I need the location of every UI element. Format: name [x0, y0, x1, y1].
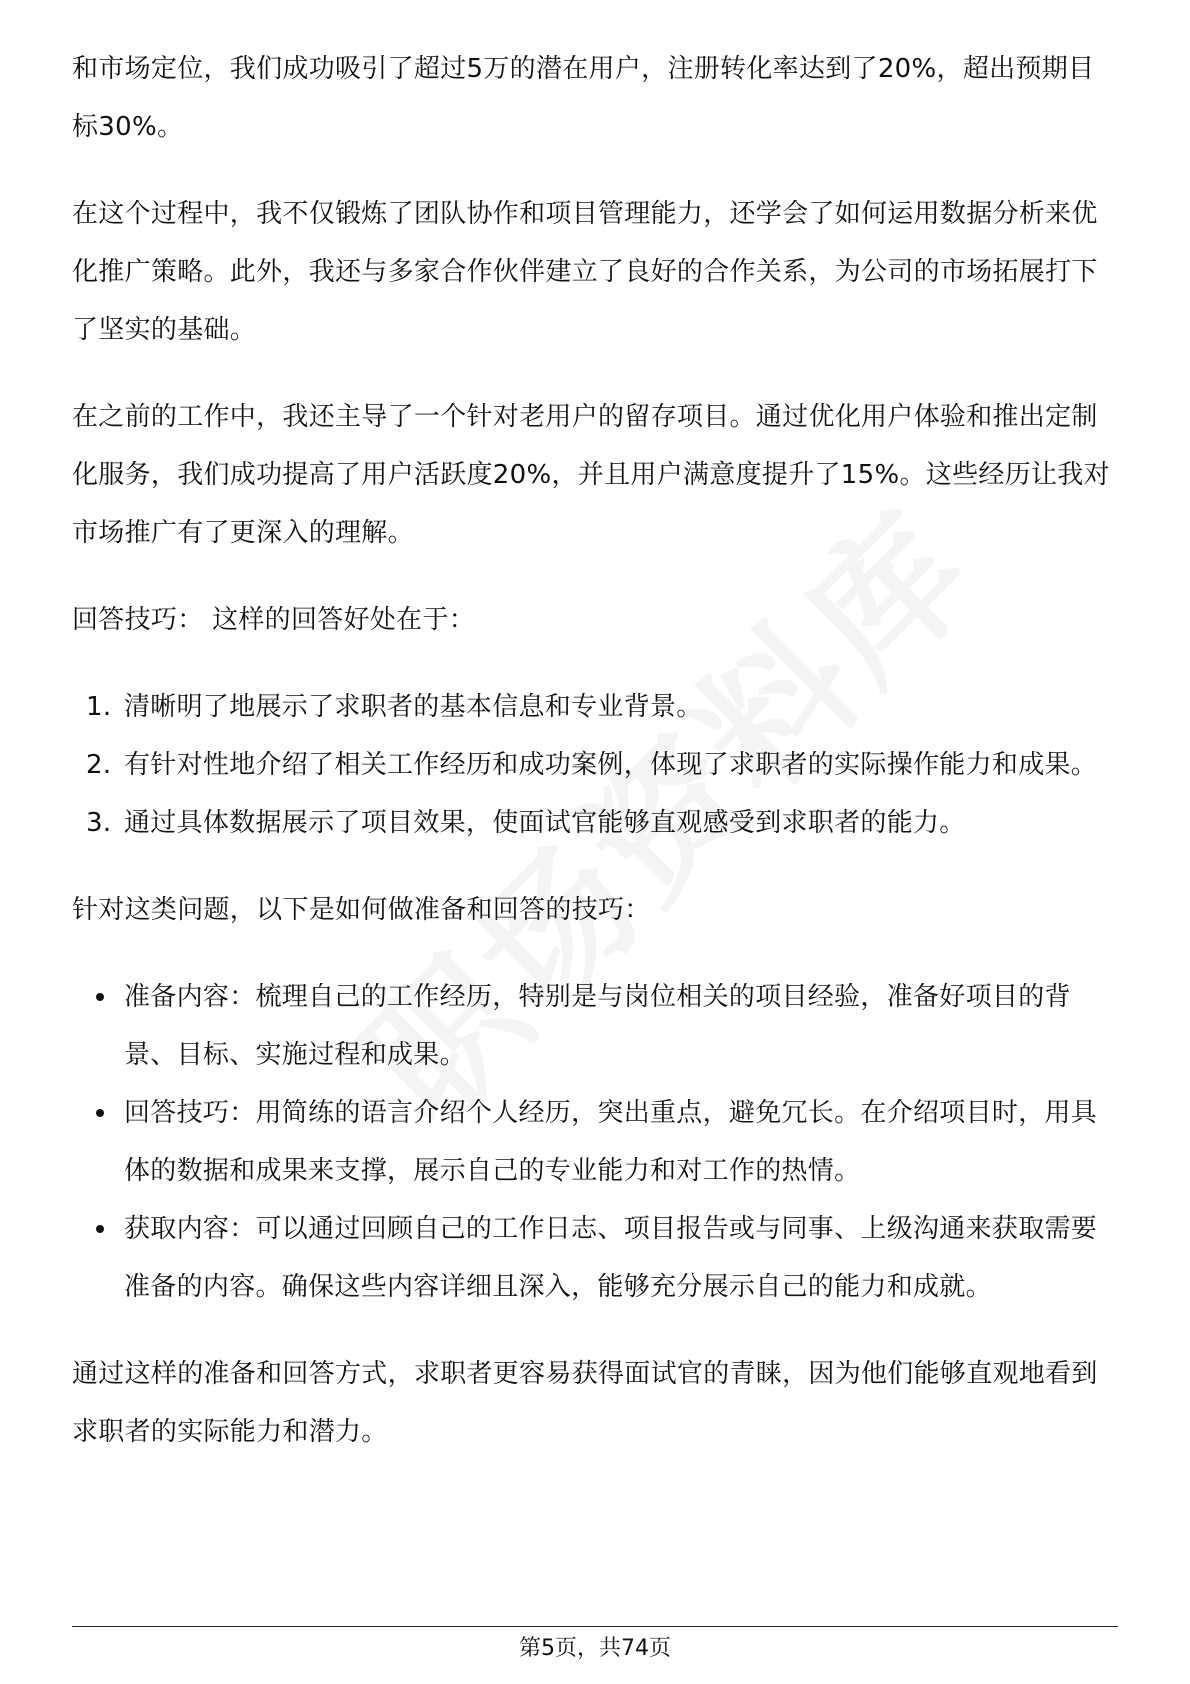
list-item	[72, 678, 1112, 736]
paragraph-answer-tips-heading: 回答技巧： 这样的回答好处在于：	[72, 605, 476, 635]
paragraph-closing: 通过这样的准备和回答方式，求职者更容易获得面试官的青睐，因为他们能够直观地看到求职者的实际能力和潜力。	[72, 1359, 1098, 1447]
list-item-text: 清晰明了地展示了求职者的基本信息和专业背景。	[124, 692, 703, 722]
page-content	[72, 40, 1112, 1490]
list-number: 1.	[86, 692, 112, 722]
paragraph-tips-intro: 针对这类问题，以下是如何做准备和回答的技巧：	[72, 895, 651, 925]
list-item	[72, 736, 1112, 794]
bullet-icon	[96, 1109, 104, 1117]
numbered-list	[72, 678, 1112, 852]
page-number-label: 第5页，共74页	[519, 1636, 671, 1661]
paragraph-result-summary: 和市场定位，我们成功吸引了超过5万的潜在用户，注册转化率达到了20%，超出预期目标30%。	[72, 54, 1095, 142]
list-item	[72, 968, 1112, 1084]
list-number: 3.	[86, 808, 112, 838]
bullet-icon	[96, 1225, 104, 1233]
list-item-text: 获取内容：可以通过回顾自己的工作日志、项目报告或与同事、上级沟通来获取需要准备的内容。确保这些内容详细且深入，能够充分展示自己的能力和成就。	[124, 1214, 1098, 1302]
list-item	[72, 794, 1112, 852]
bullet-list	[72, 968, 1112, 1316]
list-item-text: 回答技巧：用简练的语言介绍个人经历，突出重点，避免冗长。在介绍项目时，用具体的数据和成果来支撑，展示自己的专业能力和对工作的热情。	[124, 1098, 1098, 1186]
list-item-text: 准备内容：梳理自己的工作经历，特别是与岗位相关的项目经验，准备好项目的背景、目标、实施过程和成果。	[124, 982, 1071, 1070]
paragraph-retention-project: 在之前的工作中，我还主导了一个针对老用户的留存项目。通过优化用户体验和推出定制化服务，我们成功提高了用户活跃度20%，并且用户满意度提升了15%。这些经历让我对市场推广有了更深入的理解。	[72, 402, 1110, 548]
list-item-text: 通过具体数据展示了项目效果，使面试官能够直观感受到求职者的能力。	[124, 808, 966, 838]
list-number: 2.	[86, 750, 112, 780]
paragraph-skills-gained: 在这个过程中，我不仅锻炼了团队协作和项目管理能力，还学会了如何运用数据分析来优化推广策略。此外，我还与多家合作伙伴建立了良好的合作关系，为公司的市场拓展打下了坚实的基础。	[72, 199, 1098, 345]
bullet-icon	[96, 993, 104, 1001]
list-item	[72, 1084, 1112, 1200]
list-item-text: 有针对性地介绍了相关工作经历和成功案例，体现了求职者的实际操作能力和成果。	[124, 750, 1098, 780]
list-item	[72, 1200, 1112, 1316]
footer-divider	[72, 1626, 1118, 1627]
